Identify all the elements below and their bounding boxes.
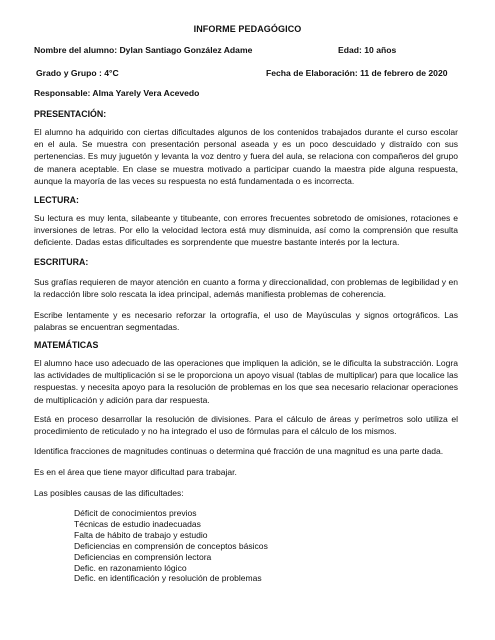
grade-group-line: Grado y Grupo : 4°C (36, 68, 119, 78)
causes-list (74, 508, 268, 584)
list-item: Defic. en identificación y resolución de problemas (74, 573, 262, 584)
lectura-heading: LECTURA: (34, 195, 79, 205)
list-item: Defic. en razonamiento lógico (74, 562, 187, 573)
matematicas-paragraph-2: Está en proceso desarrollar la resolución de divisiones. Para el cálculo de áreas y perímetros solo utiliza el procedimiento de reticulado y no ha integrado el uso de fórmulas para el cálculo de los mismos. (34, 414, 458, 437)
escritura-paragraph-1: Sus grafías requieren de mayor atención en cuanto a forma y direccionalidad, con problemas de legibilidad y en la redacción libre solo rescata la idea principal, además manifiesta problemas de coherencia. (34, 277, 458, 300)
matematicas-paragraph-3: Identifica fracciones de magnitudes continuas o determina qué fracción de una magnitud es una parte dada. (34, 446, 444, 456)
escritura-paragraph-2: Escribe lentamente y es necesario reforzar la ortografía, el uso de Mayúsculas y signos ortográficos. Las palabras se encuentran segmentadas. (34, 310, 458, 333)
list-item: Técnicas de estudio inadecuadas (74, 518, 201, 529)
elaboration-date-line: Fecha de Elaboración: 11 de febrero de 2020 (266, 68, 448, 78)
student-age-line: Edad: 10 años (338, 45, 397, 55)
lectura-paragraph: Su lectura es muy lenta, silabeante y titubeante, con errores frecuentes sobretodo de omisiones, rotaciones e inversiones de letras. Por ello la velocidad lectora está muy disminuida, así como la comprensión que resulta deficiente. Dadas estas dificultades es sorprendente que muestre bastante interés por la lectura. (34, 213, 458, 248)
matematicas-heading: MATEMÁTICAS (34, 340, 99, 350)
student-info-row (34, 45, 461, 55)
matematicas-paragraph-1: El alumno hace uso adecuado de las operaciones que impliquen la adición, se le dificulta la substracción. Logra las actividades de multiplicación si se le proporciona un apoyo visual (tablas de multiplicar) para que localice las respuestas. y necesita apoyo para la resolución de problemas en los que sea necesario relacionar operaciones de multiplicación y adición para dar respuesta. (34, 358, 458, 405)
responsible-line: Responsable: Alma Yarely Vera Acevedo (34, 88, 200, 98)
causes-intro: Las posibles causas de las dificultades: (34, 488, 184, 498)
list-item: Déficit de conocimientos previos (74, 508, 197, 518)
report-title: INFORME PEDAGÓGICO (193, 24, 302, 34)
presentacion-paragraph: El alumno ha adquirido con ciertas dificultades algunos de los contenidos trabajados durante el curso escolar en el aula. Se muestra con presentación personal aseada y es un poco descuidado y distraído con sus pertenencias. Es muy juguetón y levanta la voz dentro y fuera del aula, se relaciona con compañeros del grupo de manera aceptable. En clase se muestra motivado a participar cuando la maestra pide alguna respuesta, aunque la mayoría de las veces su respuesta no está fundamentada o es incorrecta. (34, 127, 458, 186)
grade-date-row (36, 68, 461, 78)
list-item: Deficiencias en comprensión lectora (74, 551, 212, 562)
matematicas-paragraph-4: Es en el área que tiene mayor dificultad para trabajar. (34, 467, 237, 477)
list-item: Deficiencias en comprensión de conceptos básicos (74, 540, 268, 551)
escritura-heading: ESCRITURA: (34, 257, 89, 267)
presentacion-heading: PRESENTACIÓN: (34, 109, 107, 119)
student-name-line: Nombre del alumno: Dylan Santiago González Adame (34, 45, 253, 55)
list-item: Falta de hábito de trabajo y estudio (74, 529, 208, 540)
